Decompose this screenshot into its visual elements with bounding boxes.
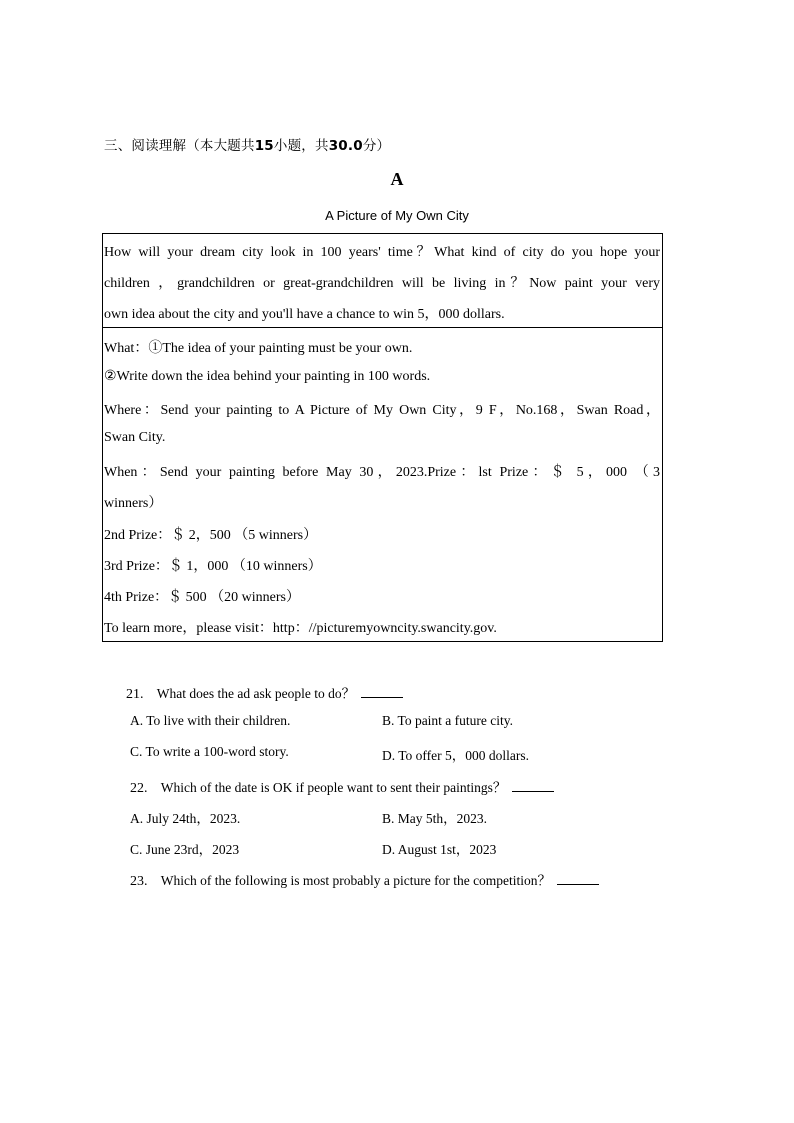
answer-blank[interactable] bbox=[361, 685, 403, 698]
option-a[interactable]: A. July 24th，2023. bbox=[130, 811, 241, 826]
option-c[interactable]: C. June 23rd，2023 bbox=[130, 842, 240, 857]
option-b[interactable]: B. To paint a future city. bbox=[382, 713, 514, 728]
option-c[interactable]: C. To write a 100-word story. bbox=[130, 744, 289, 759]
question-22 bbox=[130, 776, 554, 797]
answer-blank[interactable] bbox=[557, 872, 599, 885]
option-a[interactable]: A. To live with their children. bbox=[130, 713, 291, 728]
question-21 bbox=[126, 682, 403, 703]
passage-letter: A bbox=[390, 169, 404, 189]
detail-line: 3rd Prize：＄ 1，000 （10 winners） bbox=[104, 559, 322, 574]
intro-line: own idea about the city and you'll have a chance to win 5，000 dollars. bbox=[104, 307, 505, 322]
detail-line: To learn more，please visit：http：//picturemyowncity.swancity.gov. bbox=[104, 621, 497, 636]
question-number: 21. bbox=[126, 687, 144, 702]
passage-title: A Picture of My Own City bbox=[325, 208, 469, 223]
detail-line: 4th Prize：＄ 500 （20 winners） bbox=[104, 590, 300, 605]
answer-blank[interactable] bbox=[512, 779, 554, 792]
section-heading-mid: 小题，共 bbox=[273, 138, 329, 154]
question-text: Which of the date is OK if people want to sent their paintings？ bbox=[160, 780, 507, 795]
question-number: 23. bbox=[130, 874, 148, 889]
question-text: Which of the following is most probably a picture for the competition？ bbox=[160, 873, 552, 888]
section-heading-prefix: 三、阅读理解（本大题共 bbox=[104, 138, 255, 154]
total-score: 30.0 bbox=[328, 138, 363, 154]
detail-line: Where：Send your painting to A Picture of My Own City，9 F，No.168，Swan Road， bbox=[104, 403, 660, 418]
detail-line: winners） bbox=[104, 496, 163, 511]
question-number: 22. bbox=[130, 781, 148, 796]
question-count: 15 bbox=[254, 138, 274, 154]
detail-line: ②Write down the idea behind your painting in 100 words. bbox=[104, 369, 431, 384]
ad-box-divider bbox=[102, 327, 663, 328]
intro-line: children ，grandchildren or great-grandchildren will be living in？Now paint your very bbox=[104, 276, 660, 291]
detail-line: Swan City. bbox=[104, 430, 166, 445]
question-text: What does the ad ask people to do？ bbox=[156, 686, 356, 701]
question-23 bbox=[130, 869, 599, 890]
option-d[interactable]: D. To offer 5，000 dollars. bbox=[382, 748, 530, 763]
intro-line: How will your dream city look in 100 years' time？What kind of city do you hope your bbox=[104, 245, 660, 260]
option-d[interactable]: D. August 1st，2023 bbox=[382, 842, 497, 857]
section-heading-suffix: 分） bbox=[362, 138, 391, 154]
option-b[interactable]: B. May 5th，2023. bbox=[382, 811, 488, 826]
section-heading bbox=[104, 134, 390, 154]
detail-line: What：①The idea of your painting must be your own. bbox=[104, 341, 413, 356]
detail-line: 2nd Prize：＄ 2，500 （5 winners） bbox=[104, 528, 318, 543]
detail-line: When：Send your painting before May 30，2023.Prize：lst Prize：＄ 5，000 （3 bbox=[104, 465, 660, 480]
